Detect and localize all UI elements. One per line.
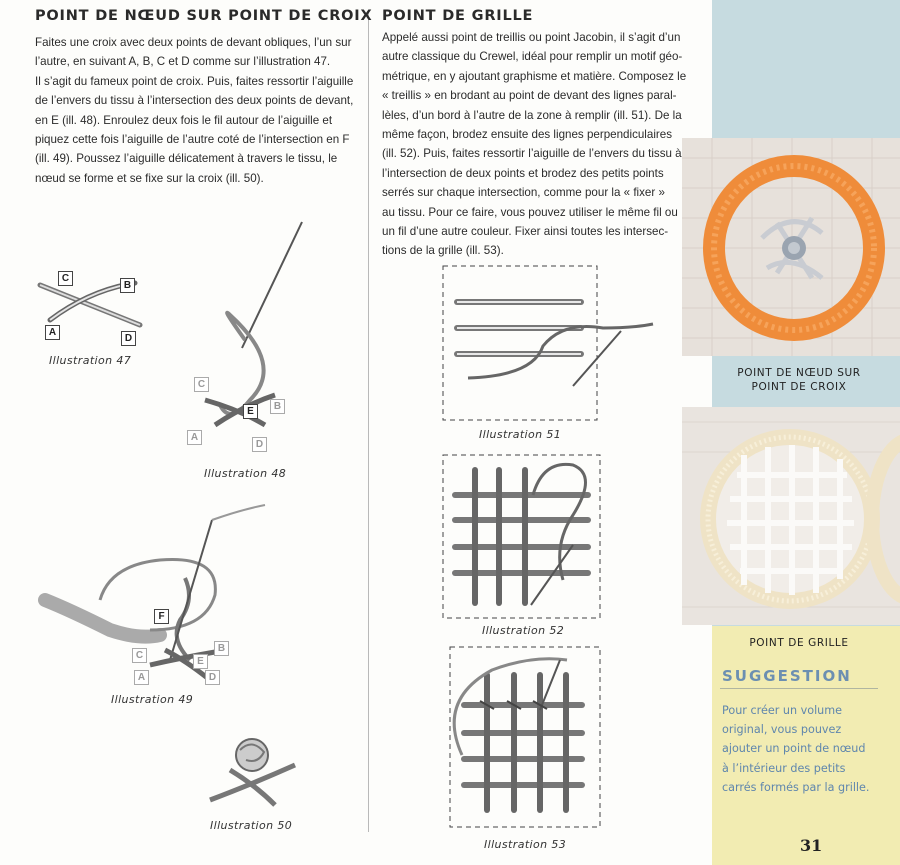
text-line: autre classique du Crewel, idéal pour remplir un motif géo- xyxy=(382,50,683,64)
knot-instructions xyxy=(35,33,355,188)
illustration-51-drawing xyxy=(443,266,658,426)
label-E-ill49: E xyxy=(193,654,208,669)
label-A-ill49: A xyxy=(134,670,149,685)
caption-illustration-47: Illustration 47 xyxy=(49,354,132,367)
text-line: tions de la grille (ill. 53). xyxy=(382,244,504,258)
label-D-ill47: D xyxy=(121,331,136,346)
label-A-ill48: A xyxy=(187,430,202,445)
suggestion-line: à l’intérieur des petits xyxy=(722,761,846,775)
text-line: Faites une croix avec deux points de devant obliques, l’un sur xyxy=(35,36,352,49)
text-line: métrique, en y ajoutant graphisme et matière. Composez le xyxy=(382,69,687,83)
text-line: l’intersection de deux points et brodez des petits points xyxy=(382,166,664,180)
label-F-ill49: F xyxy=(154,609,169,624)
text-line: l’autre, en suivant A, B, C et D comme sur l’illustration 47. xyxy=(35,55,331,69)
label-C-ill49: C xyxy=(132,648,147,663)
illustration-50-drawing xyxy=(200,730,310,810)
text-line: au tissu. Pour ce faire, vous pouvez utiliser le même fil ou xyxy=(382,205,678,219)
label-C-ill47: C xyxy=(58,271,73,286)
caption-illustration-48: Illustration 48 xyxy=(204,467,287,480)
label-B-ill49: B xyxy=(214,641,229,656)
illustration-49-drawing xyxy=(40,500,270,690)
page-number: 31 xyxy=(800,836,823,855)
caption-illustration-53: Illustration 53 xyxy=(484,838,567,851)
text-line: (ill. 49). Poussez l’aiguille délicatement à travers le tissu, le xyxy=(35,152,338,166)
caption-illustration-50: Illustration 50 xyxy=(210,819,293,832)
photo-1-caption-line: POINT DE NŒUD SUR xyxy=(737,367,861,379)
label-D-ill48: D xyxy=(252,437,267,452)
text-line: « treillis » en brodant au point de devant des lignes paral- xyxy=(382,89,677,103)
text-line: serrés sur chaque intersection, comme pour la « fixer » xyxy=(382,186,665,200)
grid-instructions xyxy=(382,28,702,261)
caption-illustration-51: Illustration 51 xyxy=(479,428,562,441)
text-line: (ill. 52). Puis, faites ressortir l’aiguille de l’envers du tissu à xyxy=(382,147,682,161)
label-B-ill47: B xyxy=(120,278,135,293)
column-divider xyxy=(368,12,369,832)
suggestion-rule xyxy=(720,688,878,689)
photo-grid-stitch xyxy=(682,407,900,625)
photo-1-caption xyxy=(712,366,886,394)
label-A-ill47: A xyxy=(45,325,60,340)
section-heading-knot-on-cross: POINT DE NŒUD SUR POINT DE CROIX xyxy=(35,8,373,24)
text-line: un fil d’une autre couleur. Fixer ainsi toutes les intersec- xyxy=(382,225,669,239)
text-line: Il s’agit du fameux point de croix. Puis, faites ressortir l’aiguille xyxy=(35,74,354,88)
text-line: nœud se forme et se fixe sur la croix (ill. 50). xyxy=(35,171,264,185)
text-line: Appelé aussi point de treillis ou point Jacobin, il s’agit d’un xyxy=(382,31,681,44)
label-B-ill48: B xyxy=(270,399,285,414)
caption-illustration-52: Illustration 52 xyxy=(482,624,565,637)
text-line: piquez cette fois l’aiguille de l’autre coté de l’intersection en F xyxy=(35,133,350,147)
suggestion-title: SUGGESTION xyxy=(722,667,852,685)
text-line: de l’envers du tissu à l’intersection des deux points de devant, xyxy=(35,94,354,108)
text-line: lèles, d’un bord à l’autre de la zone à remplir (ill. 51). De la xyxy=(382,108,682,122)
label-D-ill49: D xyxy=(205,670,220,685)
section-heading-grid-stitch: POINT DE GRILLE xyxy=(382,8,534,24)
photo-2-caption: POINT DE GRILLE xyxy=(749,637,849,649)
label-C-ill48: C xyxy=(194,377,209,392)
suggestion-text xyxy=(722,701,880,797)
caption-illustration-49: Illustration 49 xyxy=(111,693,194,706)
illustration-53-drawing xyxy=(432,645,607,830)
text-line: en E (ill. 48). Enroulez deux fois le fil autour de l’aiguille et xyxy=(35,113,333,127)
suggestion-line: original, vous pouvez xyxy=(722,723,842,737)
text-line: même façon, brodez ensuite des lignes perpendiculaires xyxy=(382,128,673,142)
suggestion-line: Pour créer un volume xyxy=(722,704,843,717)
photo-1-caption-line: POINT DE CROIX xyxy=(751,381,847,393)
illustration-52-drawing xyxy=(443,455,603,625)
label-E-ill48: E xyxy=(243,404,258,419)
suggestion-line: ajouter un point de nœud xyxy=(722,742,866,756)
photo-knot-on-cross xyxy=(682,138,900,356)
suggestion-line: carrés formés par la grille. xyxy=(722,780,870,794)
